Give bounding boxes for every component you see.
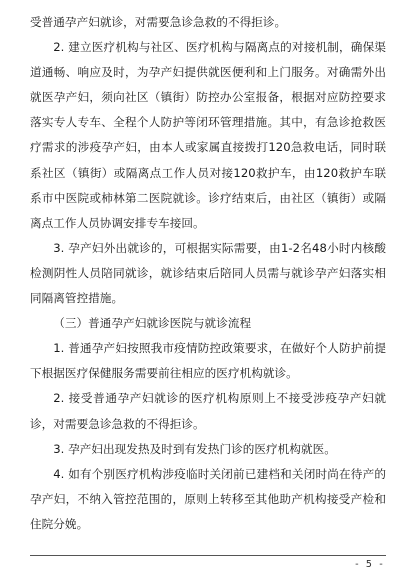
paragraph: 1. 普通孕产妇按照我市疫情防控政策要求，在做好个人防护前提下根据医疗保健服务需要前往相应的医疗机构就诊。	[30, 341, 386, 381]
paragraph: 2. 接受普通孕产妇就诊的医疗机构原则上不接受涉疫孕产妇就诊，对需要急诊急救的不得拒诊。	[30, 391, 386, 431]
page-number: - 5 -	[353, 559, 384, 570]
paragraph: 3. 孕产妇出现发热及时到有发热门诊的医疗机构就医。	[53, 441, 336, 456]
document-body	[30, 10, 386, 537]
paragraph: 4. 如有个别医疗机构涉疫临时关闭前已建档和关闭时尚在待产的孕产妇，不纳入管控范围的，原则上转移至其他助产机构接受产检和住院分娩。	[30, 466, 386, 531]
paragraph: 3. 孕产妇外出就诊的，可根据实际需要，由1-2名48小时内核酸检测阴性人员陪同就诊，就诊结束后陪同人员需与就诊孕产妇落实相同隔离管控措施。	[30, 240, 386, 306]
paragraph: 2. 建立医疗机构与社区、医疗机构与隔离点的对接机制，确保渠道通畅、响应及时，为孕产妇提供就医便利和上门服务。对确需外出就医孕产妇，须向社区（镇街）防控办公室报备，根据对应防控要求落实专人专车、全程个人防护等闭环管理措施。其中，有急诊抢救医疗需求的涉疫孕产妇，由本人或家属直接拨打120急救电话，同时联系社区（镇街）或隔离点工作人员对接120救护车，由120救护车联系市中医院或柿林第二医院就诊。诊疗结束后，由社区（镇街）或隔离点工作人员协调安排专车接回。	[30, 40, 386, 230]
footer-divider	[30, 555, 386, 556]
paragraph: 受普通孕产妇就诊，对需要急诊急救的不得拒诊。	[30, 15, 287, 29]
paragraph: （三）普通孕产妇就诊医院与就诊流程	[53, 316, 252, 331]
